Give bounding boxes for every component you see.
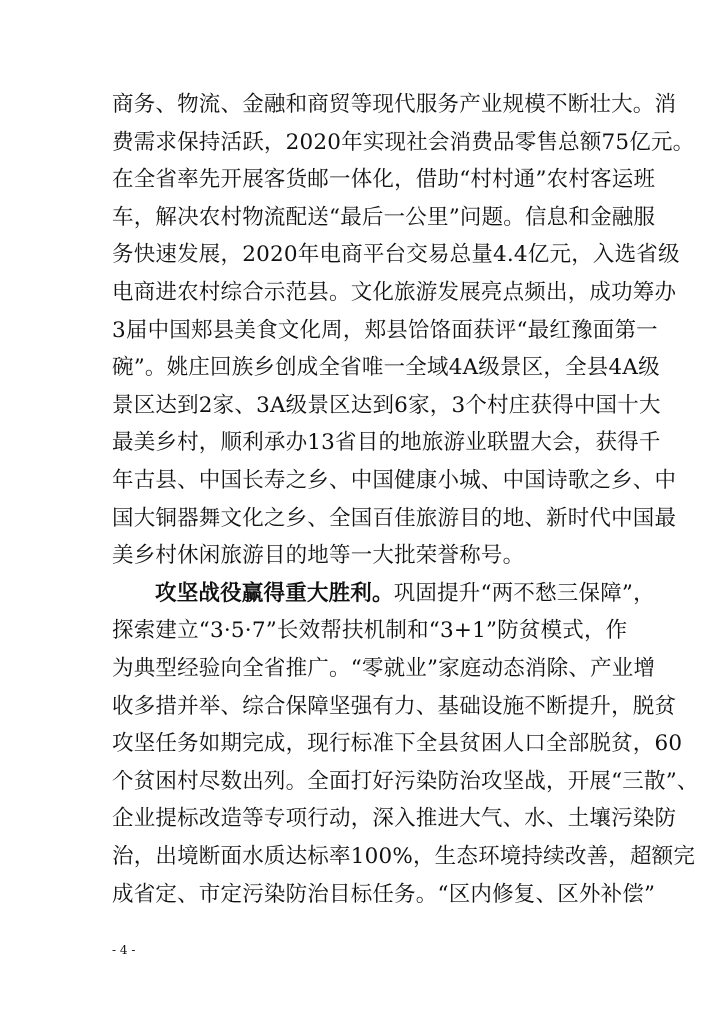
text-line: 碗”。姚庄回族乡创成全省唯一全域4A级景区，全县4A级 <box>112 355 660 381</box>
text-line: 个贫困村尽数出列。全面打好污染防治攻坚战，开展“三散”、 <box>112 768 699 794</box>
section-heading: 攻坚战役赢得重大胜利。 <box>155 580 394 606</box>
text-line: 务快速发展，2020年电商平台交易总量4.4亿元，入选省级 <box>112 242 680 268</box>
page-number: - 4 - <box>112 943 136 957</box>
text-line: 费需求保持活跃，2020年实现社会消费品零售总额75亿元。 <box>112 129 695 155</box>
text-line: 成省定、市定污染防治目标任务。“区内修复、区外补偿” <box>112 881 656 907</box>
text-line: 电商进农村综合示范县。文化旅游发展亮点频出，成功筹办 <box>112 280 677 305</box>
text-line: 年古县、中国长寿之乡、中国健康小城、中国诗歌之乡、中 <box>112 468 677 493</box>
text-line: 商务、物流、金融和商贸等现代服务产业规模不断壮大。消 <box>112 92 677 117</box>
text-line: 治，出境断面水质达标率100%，生态环境持续改善，超额完 <box>112 844 696 869</box>
text-line: 在全省率先开展客货邮一体化，借助“村村通”农村客运班 <box>112 167 656 193</box>
text-line: 最美乡村，顺利承办13省目的地旅游业联盟大会，获得千 <box>112 430 661 456</box>
text-line: 美乡村休闲旅游目的地等一大批荣誉称号。 <box>112 543 525 569</box>
text-line: 国大铜器舞文化之乡、全国百佳旅游目的地、新时代中国最 <box>112 505 677 531</box>
text-line: 3届中国郏县美食文化周，郏县饸饹面获评“最红豫面第一 <box>112 317 658 343</box>
paragraph-first-line <box>155 579 655 609</box>
text-line: 景区达到2家、3A级景区达到6家，3个村庄获得中国十大 <box>112 392 661 418</box>
text-line: 为典型经验向全省推广。“零就业”家庭动态消除、产业增 <box>112 656 656 681</box>
text-line: 车，解决农村物流配送“最后一公里”问题。信息和金融服 <box>112 204 656 230</box>
text-line: 探索建立“3·5·7”长效帮扶机制和“3+1”防贫模式，作 <box>112 618 628 644</box>
text-line: 攻坚任务如期完成，现行标准下全县贫困人口全部脱贫，60 <box>112 731 683 757</box>
text-line: 收多措并举、综合保障坚强有力、基础设施不断提升，脱贫 <box>112 693 677 719</box>
text-span: 巩固提升“两不愁三保障”， <box>393 580 655 606</box>
text-line: 企业提标改造等专项行动，深入推进大气、水、土壤污染防 <box>112 806 677 832</box>
